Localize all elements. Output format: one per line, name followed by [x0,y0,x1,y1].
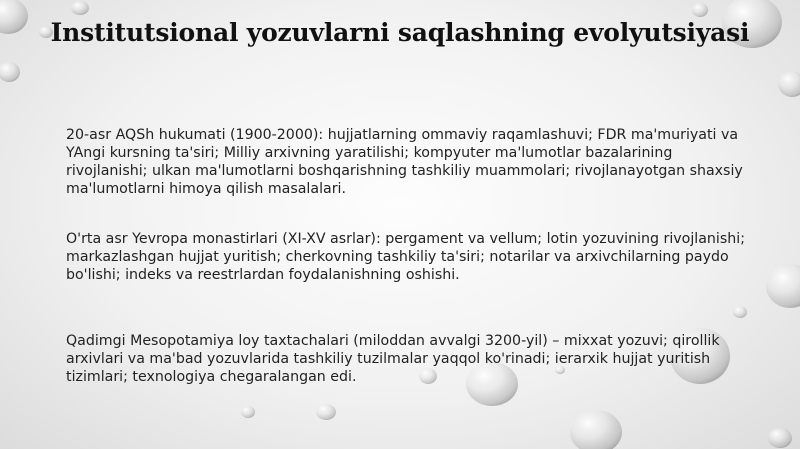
water-drop [71,1,89,15]
water-drop [733,306,747,318]
paragraph-medieval-europe: O'rta asr Yevropa monastirlari (XI-XV asrlar): pergament va vellum; lotin yozuvining rivojlanishi; markazlashgan hujjat yuritish; cherkovning tashkiliy ta'siri; notarilar va arxivchilarning paydo bo'lishi; indeks va reestrlardan foydalanishning oshishi. [66,231,745,283]
water-drop [316,404,336,420]
slide-title: Institutsional yozuvlarni saqlashning evolyutsiyasi [50,18,750,47]
water-drop [570,410,622,449]
water-drop [768,428,792,448]
water-drop [692,3,708,17]
water-drop [766,264,800,308]
water-drop [778,71,800,97]
water-drop [241,406,255,418]
paragraph-20th-century: 20-asr AQSh hukumati (1900-2000): hujjatlarning ommaviy raqamlashuvi; FDR ma'muriyati va YAngi kursning ta'siri; Milliy arxivning yaratilishi; kompyuter ma'lumotlar bazalarining rivojlanishi; ulkan ma'lumotlarni boshqarishning tashkiliy muammolari; rivojlanayotgan shaxsiy ma'lumotlarni himoya qilish masalalari. [66,127,743,197]
water-drop [0,0,28,34]
paragraph-mesopotamia: Qadimgi Mesopotamiya loy taxtachalari (miloddan avvalgi 3200-yil) – mixxat yozuvi; qirollik arxivlari va ma'bad yozuvlarida tashkiliy tuzilmalar yaqqol ko'rinadi; ierarxik hujjat yuritish tizimlari; texnologiya chegaralangan edi. [66,333,720,385]
water-drop [0,62,20,82]
